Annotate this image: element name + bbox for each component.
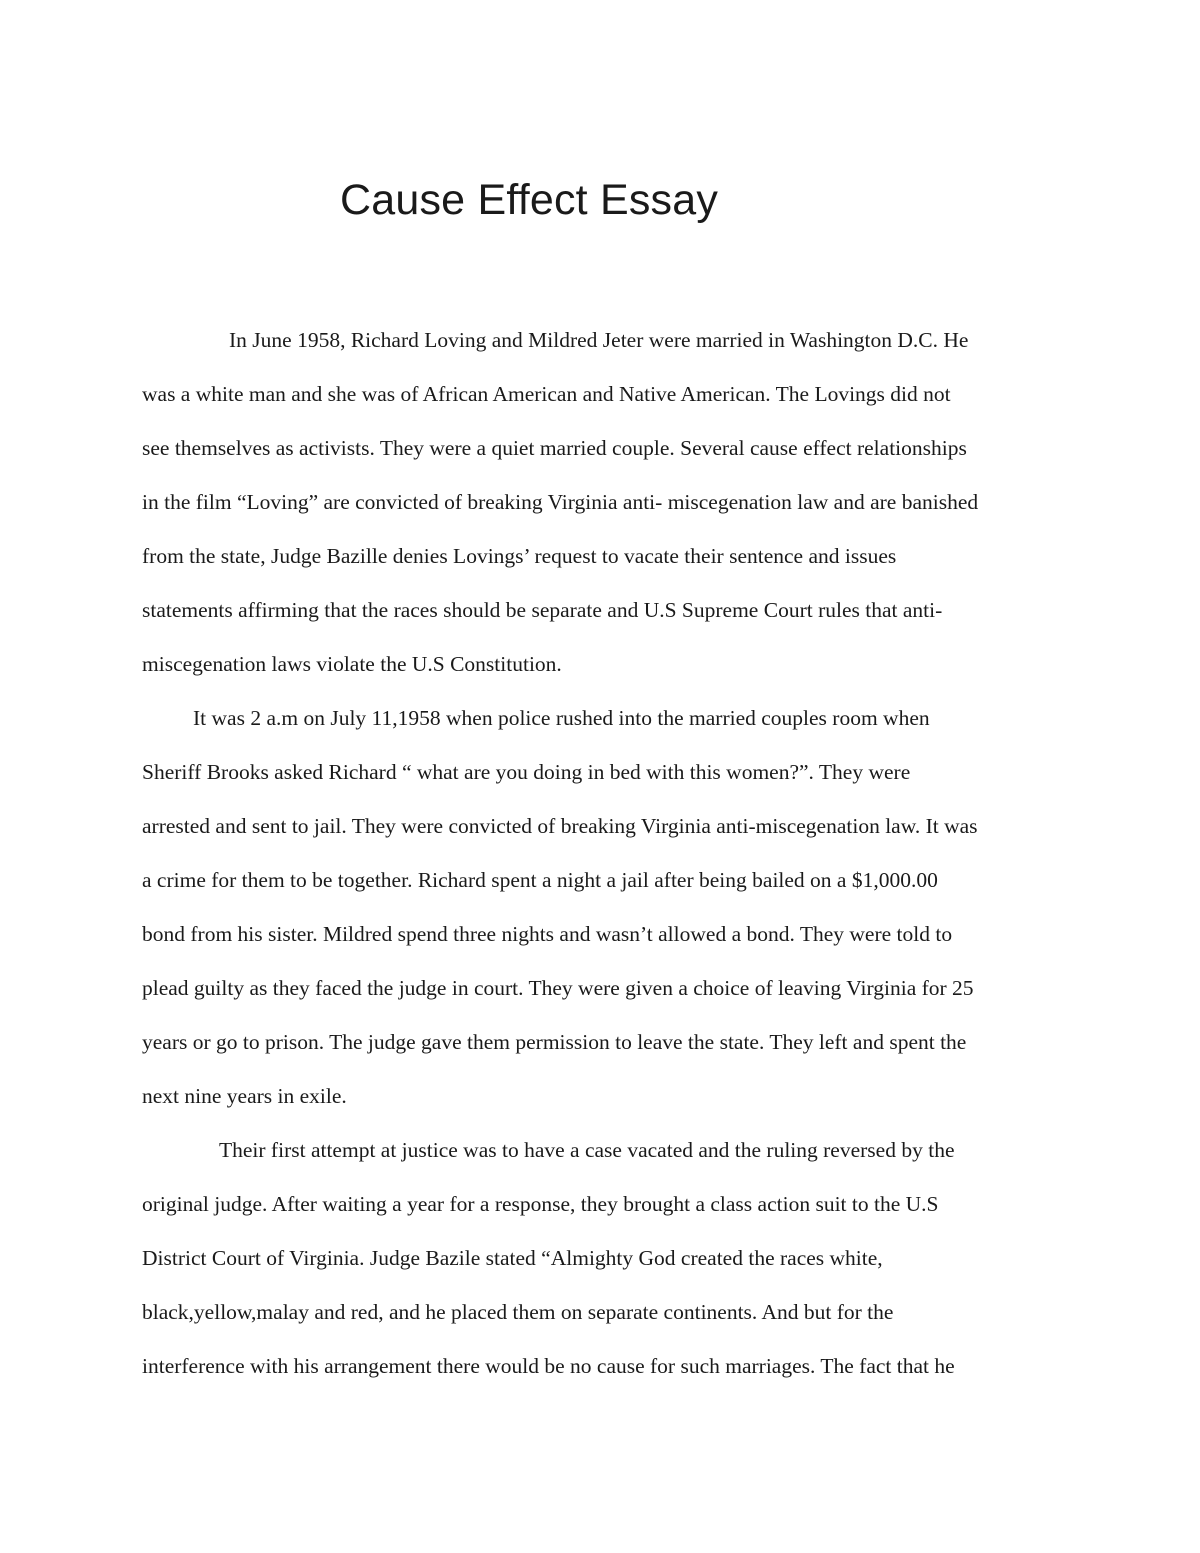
paragraph-2-line-7: years or go to prison. The judge gave them permission to leave the state. They left and spent the — [142, 1030, 967, 1054]
paragraph-2-line-8: next nine years in exile. — [142, 1084, 347, 1108]
paragraph-3-line-4: black,yellow,malay and red, and he placed them on separate continents. And but for the — [142, 1300, 894, 1324]
paragraph-3-line-2: original judge. After waiting a year for a response, they brought a class action suit to the U.S — [142, 1192, 939, 1216]
paragraph-1-line-5: from the state, Judge Bazille denies Lovings’ request to vacate their sentence and issues — [142, 544, 897, 568]
paragraph-1-line-6: statements affirming that the races should be separate and U.S Supreme Court rules that anti- — [142, 598, 943, 622]
paragraph-3-line-3: District Court of Virginia. Judge Bazile stated “Almighty God created the races white, — [142, 1246, 883, 1270]
paragraph-1-line-3: see themselves as activists. They were a quiet married couple. Several cause effect relationships — [142, 436, 967, 460]
paragraph-1-line-7: miscegenation laws violate the U.S Constitution. — [142, 652, 562, 676]
paragraph-2-line-1: It was 2 a.m on July 11,1958 when police rushed into the married couples room when — [193, 706, 930, 730]
paragraph-3-line-1: Their first attempt at justice was to have a case vacated and the ruling reversed by the — [219, 1138, 955, 1162]
paragraph-1-line-2: was a white man and she was of African American and Native American. The Lovings did not — [142, 382, 951, 406]
paragraph-1-line-4: in the film “Loving” are convicted of breaking Virginia anti- miscegenation law and are banished — [142, 490, 979, 514]
paragraph-1-line-1: In June 1958, Richard Loving and Mildred Jeter were married in Washington D.C. He — [229, 328, 969, 352]
paragraph-3-line-5: interference with his arrangement there would be no cause for such marriages. The fact that he — [142, 1354, 955, 1378]
paragraph-2-line-5: bond from his sister. Mildred spend three nights and wasn’t allowed a bond. They were told to — [142, 922, 953, 946]
paragraph-2-line-3: arrested and sent to jail. They were convicted of breaking Virginia anti-miscegenation law. It was — [142, 814, 978, 838]
document-title: Cause Effect Essay — [340, 176, 719, 224]
paragraph-2-line-4: a crime for them to be together. Richard spent a night a jail after being bailed on a $1,000.00 — [142, 868, 938, 892]
paragraph-2-line-2: Sheriff Brooks asked Richard “ what are you doing in bed with this women?”. They were — [142, 760, 911, 784]
paragraph-2-line-6: plead guilty as they faced the judge in court. They were given a choice of leaving Virginia for 25 — [142, 976, 974, 1000]
